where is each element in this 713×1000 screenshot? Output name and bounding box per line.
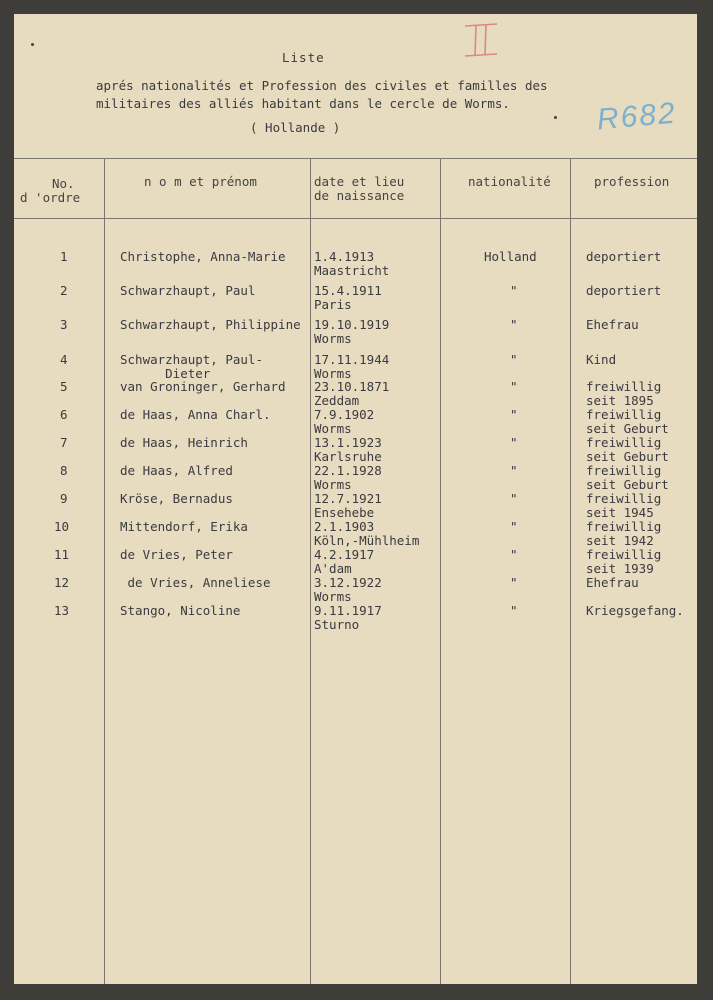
column-divider [440,158,441,984]
name-cell: Schwarzhaupt, Philippine [120,317,301,332]
name-cell: Dieter [120,366,211,381]
name-cell: Christophe, Anna-Marie [120,249,286,264]
birth-date-cell: 17.11.1944 [314,352,390,367]
profession-cell: seit 1895 [586,393,654,408]
birth-place-cell: Ensehebe [314,505,375,520]
nationality-cell: " [510,352,518,367]
birth-date-cell: 9.11.1917 [314,603,382,618]
nationality-cell: " [510,379,518,394]
name-cell: Schwarzhaupt, Paul [120,283,256,298]
profession-cell: Ehefrau [586,317,639,332]
birth-place-cell: Zeddam [314,393,360,408]
birth-date-cell: 23.10.1871 [314,379,390,394]
nationality-cell: " [510,575,518,590]
profession-cell: Kriegsgefang. [586,603,684,618]
profession-cell: seit 1942 [586,533,654,548]
profession-cell: freiwillig [586,407,662,422]
profession-cell: freiwillig [586,519,662,534]
profession-cell: freiwillig [586,379,662,394]
birth-place-cell: Köln,-Mühlheim [314,533,420,548]
profession-cell: Ehefrau [586,575,639,590]
row-number: 8 [60,463,68,478]
profession-cell: freiwillig [586,463,662,478]
birth-place-cell: Worms [314,366,352,381]
header-bottom-rule [14,218,697,219]
name-cell: Kröse, Bernadus [120,491,233,506]
table-top-rule [14,158,697,159]
header-ordre: d 'ordre [20,190,81,205]
header-name: n o m et prénom [144,174,257,189]
birth-place-cell: Worms [314,589,352,604]
row-number: 10 [54,519,70,534]
profession-cell: seit Geburt [586,477,669,492]
column-divider [570,158,571,984]
name-cell: Mittendorf, Erika [120,519,248,534]
nationality-cell: " [510,463,518,478]
profession-cell: seit Geburt [586,421,669,436]
roman-numeral-text: II [461,20,463,21]
subtitle-line-1: aprés nationalités et Profession des civiles et familles des [96,78,548,93]
row-number: 11 [54,547,70,562]
birth-date-cell: 22.1.1928 [314,463,382,478]
profession-cell: deportiert [586,249,662,264]
birth-date-cell: 13.1.1923 [314,435,382,450]
roman-numeral-mark [461,20,501,60]
nationality-cell: " [510,435,518,450]
name-cell: Schwarzhaupt, Paul- [120,352,263,367]
birth-date-cell: 7.9.1902 [314,407,375,422]
subtitle-line-2: militaires des alliés habitant dans le cercle de Worms. [96,96,510,111]
header-birthplace: de naissance [314,188,405,203]
row-number: 7 [60,435,68,450]
name-cell: de Vries, Anneliese [120,575,271,590]
name-cell: de Haas, Anna Charl. [120,407,271,422]
birth-date-cell: 2.1.1903 [314,519,375,534]
nationality-cell: " [510,283,518,298]
document-page [14,14,697,984]
birth-date-cell: 1.4.1913 [314,249,375,264]
birth-place-cell: A'dam [314,561,352,576]
nationality-cell: " [510,407,518,422]
name-cell: de Vries, Peter [120,547,233,562]
archive-stamp: R682 [595,96,678,137]
document-title: Liste [282,50,325,65]
name-cell: de Haas, Alfred [120,463,233,478]
name-cell: van Groninger, Gerhard [120,379,286,394]
birth-place-cell: Paris [314,297,352,312]
birth-place-cell: Maastricht [314,263,390,278]
nationality-cell: Holland [484,249,537,264]
birth-place-cell: Worms [314,477,352,492]
profession-cell: seit 1939 [586,561,654,576]
header-date: date et lieu [314,174,405,189]
row-number: 4 [60,352,68,367]
nationality-cell: " [510,603,518,618]
row-number: 5 [60,379,68,394]
subtitle-line-3: ( Hollande ) [250,120,341,135]
nationality-cell: " [510,519,518,534]
name-cell: Stango, Nicoline [120,603,241,618]
profession-cell: seit 1945 [586,505,654,520]
row-number: 9 [60,491,68,506]
profession-cell: freiwillig [586,547,662,562]
header-no: No. [52,176,75,191]
header-profession: profession [594,174,670,189]
birth-place-cell: Worms [314,421,352,436]
profession-cell: deportiert [586,283,662,298]
column-divider [104,158,105,984]
profession-cell: seit Geburt [586,449,669,464]
birth-date-cell: 4.2.1917 [314,547,375,562]
birth-place-cell: Worms [314,331,352,346]
nationality-cell: " [510,317,518,332]
ink-dot [31,43,34,46]
birth-date-cell: 12.7.1921 [314,491,382,506]
profession-cell: freiwillig [586,435,662,450]
nationality-cell: " [510,547,518,562]
row-number: 6 [60,407,68,422]
birth-place-cell: Karlsruhe [314,449,382,464]
row-number: 3 [60,317,68,332]
column-divider [310,158,311,984]
birth-date-cell: 15.4.1911 [314,283,382,298]
nationality-cell: " [510,491,518,506]
ink-dot [554,116,557,119]
header-nationality: nationalité [468,174,551,189]
row-number: 1 [60,249,68,264]
birth-place-cell: Sturno [314,617,360,632]
profession-cell: Kind [586,352,617,367]
birth-date-cell: 3.12.1922 [314,575,382,590]
birth-date-cell: 19.10.1919 [314,317,390,332]
row-number: 2 [60,283,68,298]
row-number: 12 [54,575,70,590]
name-cell: de Haas, Heinrich [120,435,248,450]
profession-cell: freiwillig [586,491,662,506]
row-number: 13 [54,603,70,618]
